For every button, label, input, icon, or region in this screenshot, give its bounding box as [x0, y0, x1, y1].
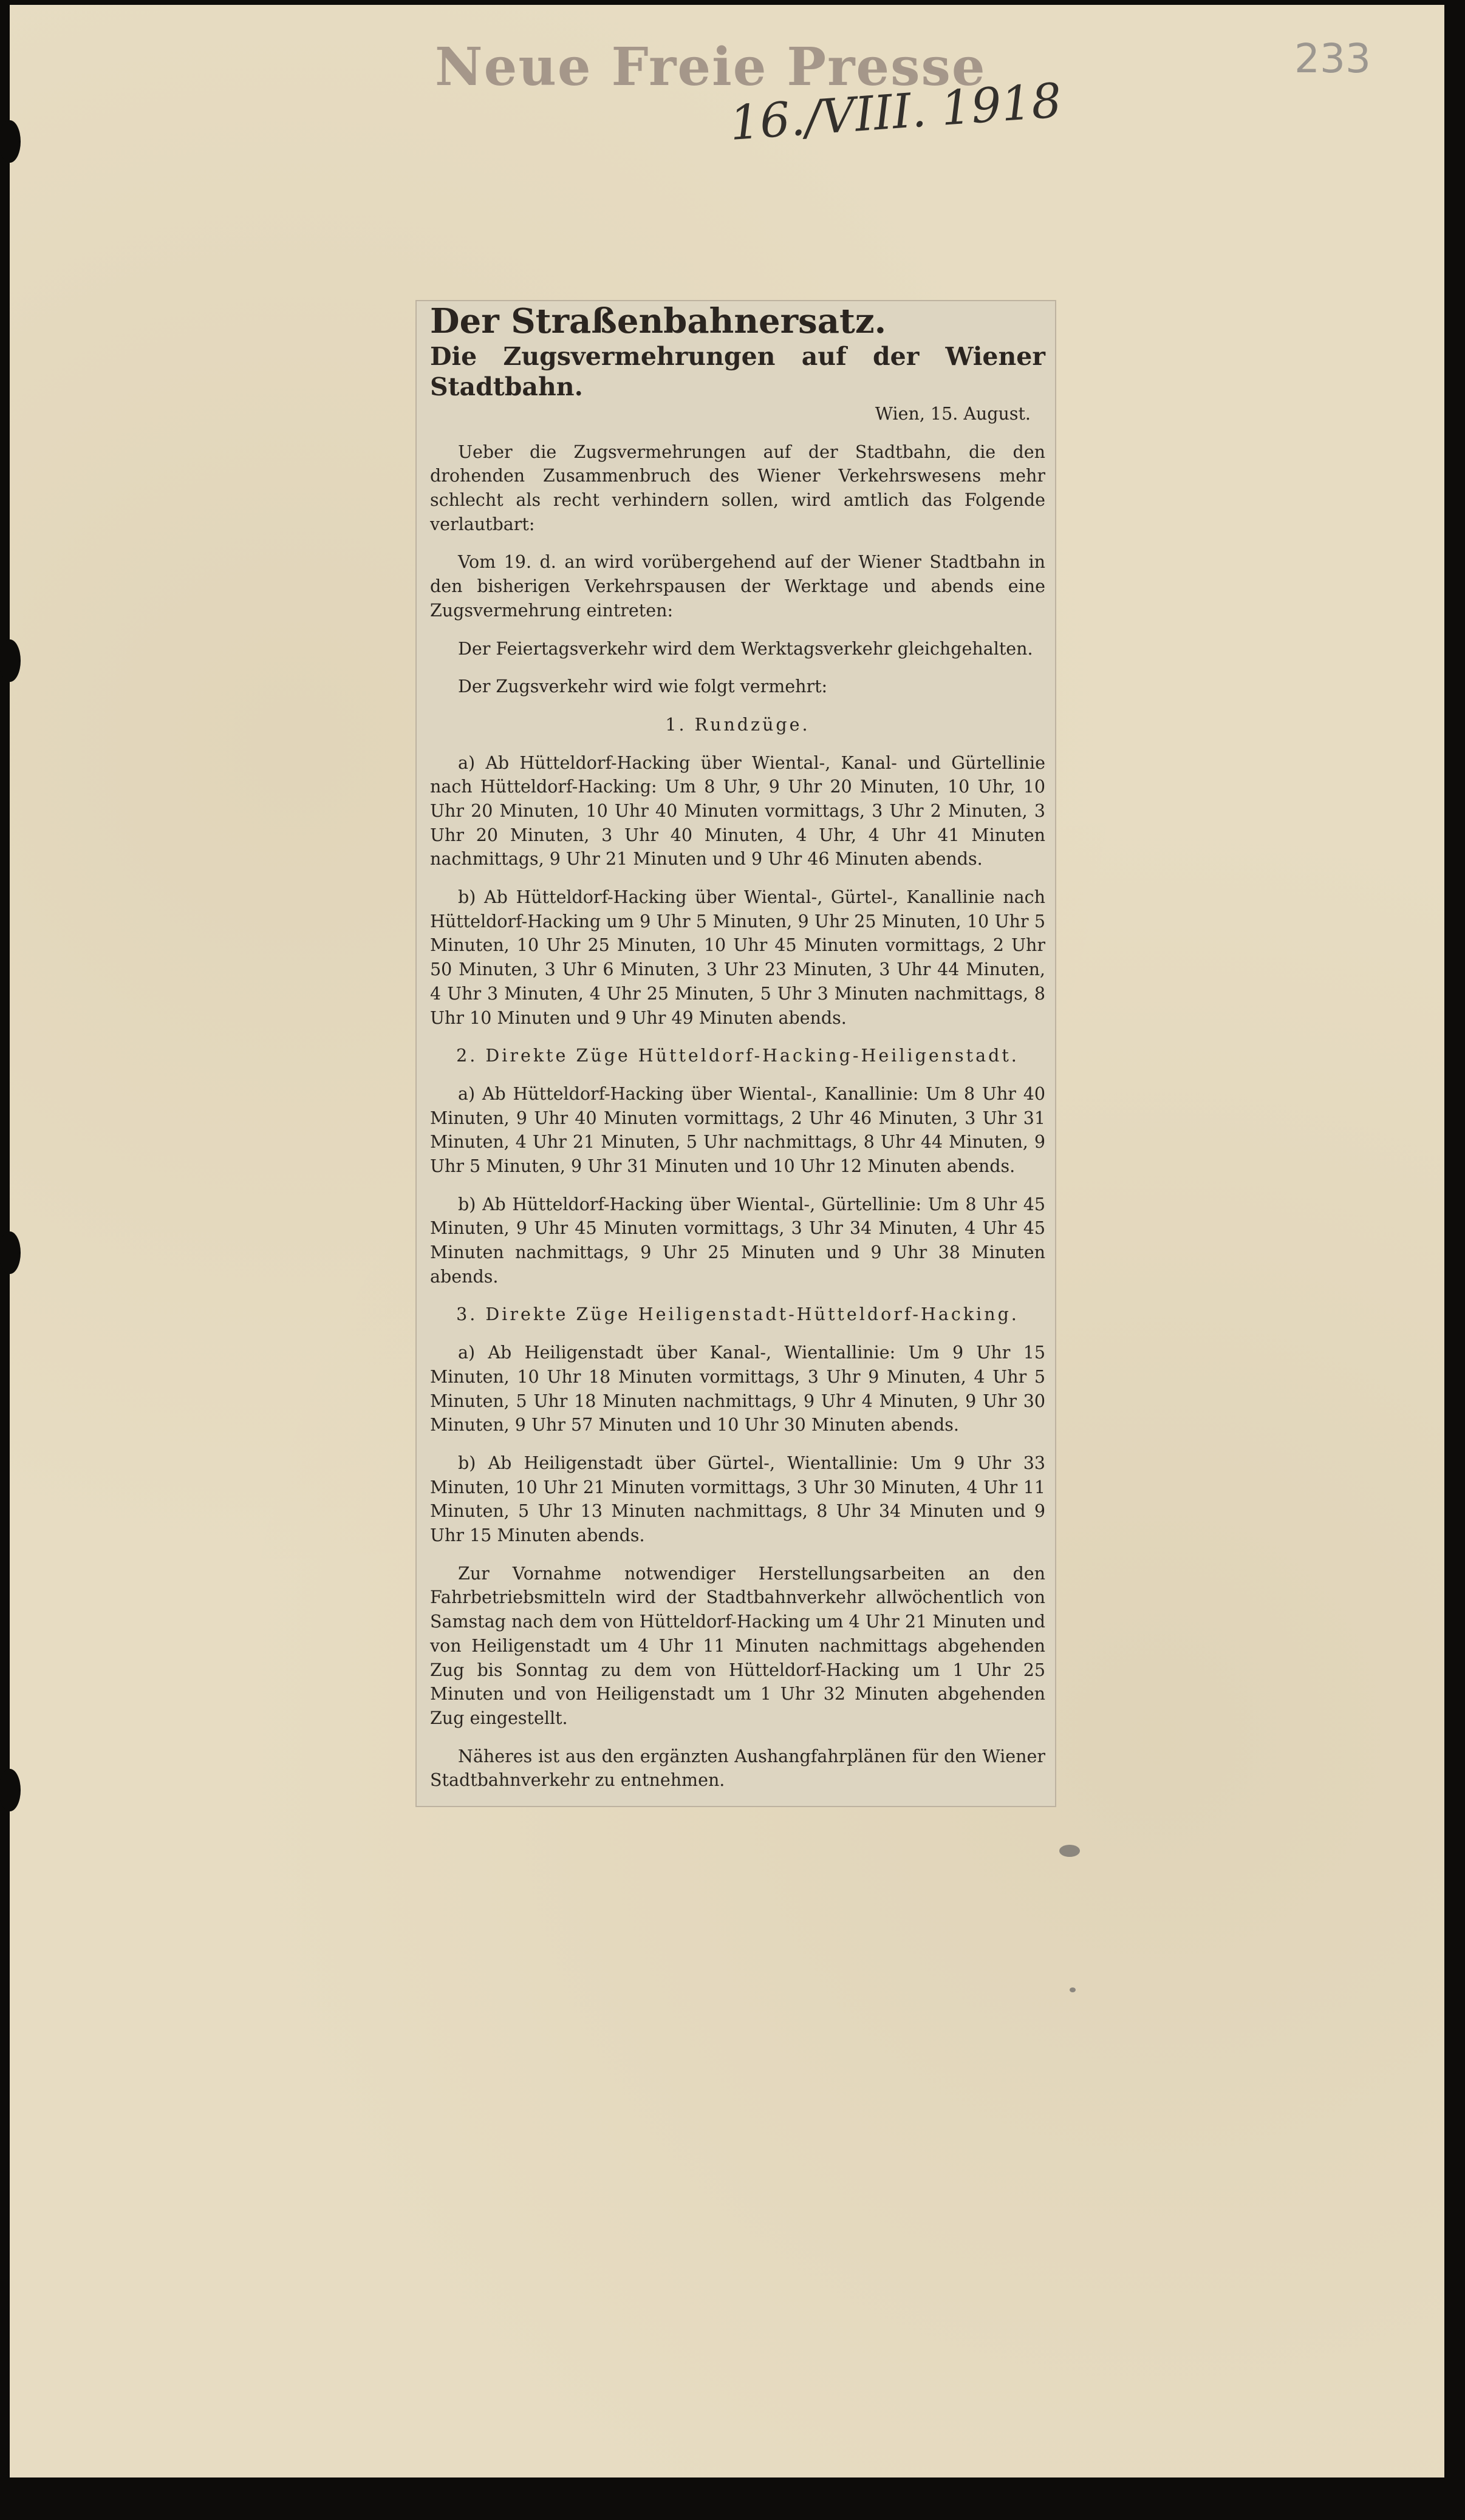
binder-hole	[0, 1769, 21, 1811]
schedule-paragraph: a) Ab Hütteldorf-Hacking über Wiental-, Kanallinie: Um 8 Uhr 40 Minuten, 9 Uhr 40 Minuten vormittags, 2 Uhr 46 Minuten, 3 Uhr 31 Minuten, 4 Uhr 21 Minuten, 5 Uhr nachmittags, 8 Uhr 44 Minuten, 9 Uhr 5 Minuten, 9 Uhr 31 Minuten und 10 Uhr 12 Minuten abends.	[430, 1083, 1045, 1176]
binder-hole	[0, 1231, 21, 1274]
binder-hole	[0, 639, 21, 682]
article-dateline: Wien, 15. August.	[875, 404, 1031, 424]
paper-spot	[1070, 1987, 1076, 1992]
paper-spot	[1059, 1845, 1080, 1857]
page-number: 233	[1294, 35, 1371, 82]
schedule-paragraph: a) Ab Hütteldorf-Hacking über Wiental-, Kanal- und Gürtellinie nach Hütteldorf-Hacking: Um 8 Uhr, 9 Uhr 20 Minuten, 10 Uhr, 10 Uhr 20 Minuten, 10 Uhr 40 Minuten vormittags, 3 Uhr 2 Minuten, 3 Uhr 20 Minuten, 3 Uhr 40 Minuten, 4 Uhr, 4 Uhr 41 Minuten nachmittags, 9 Uhr 21 Minuten und 9 Uhr 46 Minuten abends.	[430, 752, 1045, 870]
notice-paragraph: Der Zugsverkehr wird wie folgt vermehrt:	[458, 676, 828, 697]
archive-sheet	[10, 5, 1444, 2477]
article-body	[430, 402, 1045, 1793]
schedule-paragraph: b) Ab Hütteldorf-Hacking über Wiental-, Gürtel-, Kanallinie nach Hütteldorf-Hacking um 9 Uhr 5 Minuten, 9 Uhr 25 Minuten, 10 Uhr 5 Minuten, 10 Uhr 25 Minuten, 10 Uhr 45 Minuten vormittags, 2 Uhr 50 Minuten, 3 Uhr 6 Minuten, 3 Uhr 23 Minuten, 3 Uhr 44 Minuten, 4 Uhr 3 Minuten, 4 Uhr 25 Minuten, 5 Uhr 3 Minuten nachmittags, 8 Uhr 10 Minuten und 9 Uhr 49 Minuten abends.	[430, 887, 1045, 1028]
newspaper-stamp: Neue Freie Presse	[435, 36, 986, 98]
closing-paragraph: Zur Vornahme notwendiger Herstellungsarbeiten an den Fahrbetriebsmitteln wird der Stadtbahnverkehr allwöchentlich von Samstag nach dem von Hütteldorf-Hacking um 4 Uhr 21 Minuten und von Heiligenstadt um 4 Uhr 11 Minuten nachmittags abgehenden Zug bis Sonntag zu dem von Hütteldorf-Hacking um 1 Uhr 25 Minuten und von Heiligenstadt um 1 Uhr 32 Minuten abgehenden Zug eingestellt.	[430, 1563, 1045, 1728]
schedule-paragraph: a) Ab Heiligenstadt über Kanal-, Wientallinie: Um 9 Uhr 15 Minuten, 10 Uhr 18 Minuten vormittags, 3 Uhr 9 Minuten, 4 Uhr 5 Minuten, 5 Uhr 18 Minuten nachmittags, 9 Uhr 4 Minuten, 9 Uhr 30 Minuten, 9 Uhr 57 Minuten und 10 Uhr 30 Minuten abends.	[430, 1343, 1045, 1435]
binder-hole	[0, 120, 21, 163]
section-title: 3. Direkte Züge Heiligenstadt-Hütteldorf-Hacking.	[456, 1304, 1019, 1325]
handwritten-date: 16./VIII. 1918	[728, 73, 1064, 151]
article-subhead: Die Zugsvermehrungen auf der Wiener Stadtbahn.	[430, 342, 1045, 401]
section-title: 2. Direkte Züge Hütteldorf-Hacking-Heiligenstadt.	[456, 1046, 1019, 1066]
newspaper-clipping	[415, 300, 1056, 1807]
notice-paragraph: Der Feiertagsverkehr wird dem Werktagsverkehr gleichgehalten.	[458, 638, 1033, 659]
notice-paragraph: Vom 19. d. an wird vorübergehend auf der Wiener Stadtbahn in den bisherigen Verkehrspausen der Werktage und abends eine Zugsvermehrung eintreten:	[430, 552, 1045, 621]
article-intro: Ueber die Zugsvermehrungen auf der Stadtbahn, die den drohenden Zusammenbruch des Wiener Verkehrswesens mehr schlecht als recht verhindern sollen, wird amtlich das Folgende verlautbart:	[430, 441, 1045, 534]
schedule-paragraph: b) Ab Heiligenstadt über Gürtel-, Wientallinie: Um 9 Uhr 33 Minuten, 10 Uhr 21 Minuten vormittags, 3 Uhr 30 Minuten, 4 Uhr 11 Minuten, 5 Uhr 13 Minuten nachmittags, 8 Uhr 34 Minuten und 9 Uhr 15 Minuten abends.	[430, 1452, 1045, 1546]
section-title: 1. Rundzüge.	[665, 714, 810, 735]
article-headline: Der Straßenbahnersatz.	[430, 301, 887, 341]
schedule-paragraph: b) Ab Hütteldorf-Hacking über Wiental-, Gürtellinie: Um 8 Uhr 45 Minuten, 9 Uhr 45 Minuten vormittags, 3 Uhr 34 Minuten, 4 Uhr 45 Minuten nachmittags, 9 Uhr 25 Minuten und 9 Uhr 38 Minuten abends.	[430, 1194, 1045, 1287]
closing-paragraph: Näheres ist aus den ergänzten Aushangfahrplänen für den Wiener Stadtbahnverkehr zu entnehmen.	[430, 1746, 1045, 1791]
